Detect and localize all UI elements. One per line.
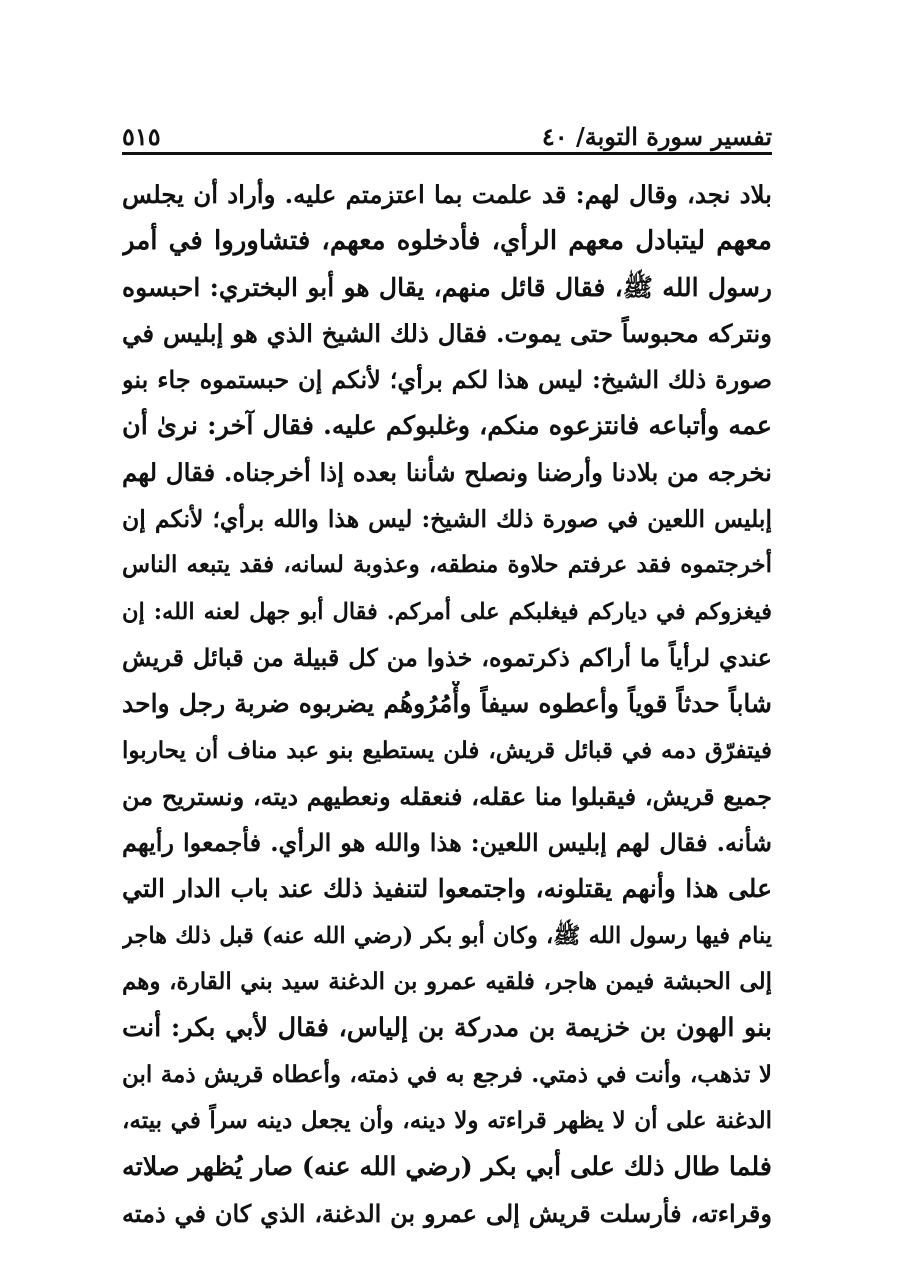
text-line: فيتفرّق دمه في قبائل قريش، فلن يستطيع بنو عبد مناف أن يحاربوا <box>122 736 772 764</box>
text-line: الدغنة على أن لا يظهر قراءته ولا دينه، وأن يجعل دينه سراً في بيته، <box>122 1106 772 1134</box>
text-line: ينام فيها رسول الله ﷺ، وكان أبو بكر (رضي الله عنه) قبل ذلك هاجر <box>122 922 772 949</box>
text-line: فلما طال ذلك على أبي بكر (رضي الله عنه) صار يُظهر صلاته <box>122 1152 772 1183</box>
text-line: نخرجه من بلادنا وأرضنا ونصلح شأننا بعده إذا أخرجناه. فقال لهم <box>122 457 772 487</box>
text-line: على هذا وأنهم يقتلونه، واجتمعوا لتنفيذ ذلك عند باب الدار التي <box>122 874 772 904</box>
page-number: ٥١٥ <box>122 122 161 151</box>
text-line: إبليس اللعين في صورة ذلك الشيخ: ليس هذا والله برأي؛ لأنكم إن <box>122 505 772 534</box>
body-text <box>122 172 772 1237</box>
text-line: بنو الهون بن خزيمة بن مدركة بن إلياس، فقال لأبي بكر: أنت <box>122 1013 772 1044</box>
text-line: جميع قريش، فيقبلوا منا عقله، فنعقله ونعطيهم ديته، ونستريح من <box>122 781 772 811</box>
text-line: معهم ليتبادل معهم الرأي، فأدخلوه معهم، فتشاوروا في أمر <box>122 226 772 257</box>
page-header <box>122 108 772 152</box>
text-line: بلاد نجد، وقال لهم: قد علمت بما اعتزمتم عليه. وأراد أن يجلس <box>122 180 772 209</box>
text-line: عمه وأتباعه فانتزعوه منكم، وغلبوكم عليه. فقال آخر: نرىٰ أن <box>122 411 772 442</box>
text-line: إلى الحبشة فيمن هاجر، فلقيه عمرو بن الدغنة سيد بني القارة، وهم <box>122 968 772 996</box>
text-line: شأنه. فقال لهم إبليس اللعين: هذا والله هو الرأي. فأجمعوا رأيهم <box>122 828 772 858</box>
text-line: وقراءته، فأرسلت قريش إلى عمرو بن الدغنة، الذي كان في ذمته <box>122 1198 772 1228</box>
running-title: تفسير سورة التوبة/ ٤٠ <box>541 122 772 151</box>
text-line: صورة ذلك الشيخ: ليس هذا لكم برأي؛ لأنكم إن حبستموه جاء بنو <box>122 365 772 395</box>
text-line: رسول الله ﷺ، فقال قائل منهم، يقال هو أبو البختري: احبسوه <box>122 272 772 302</box>
text-line: أخرجتموه فقد عرفتم حلاوة منطقه، وعذوبة لسانه، فقد يتبعه الناس <box>122 551 772 579</box>
text-line: شاباً حدثاً قوياً وأعطوه سيفاً وأْمُرُوهُم يضربوه ضربة رجل واحد <box>122 689 772 719</box>
text-line: لا تذهب، وأنت في ذمتي. فرجع به في ذمته، وأعطاه قريش ذمة ابن <box>122 1060 772 1088</box>
header-rule <box>122 152 772 155</box>
text-line: ونتركه محبوساً حتى يموت. فقال ذلك الشيخ الذي هو إبليس في <box>122 318 772 348</box>
text-line: فيغزوكم في دياركم فيغلبكم على أمركم. فقال أبو جهل لعنه الله: إن <box>122 598 772 625</box>
text-line: عندي لرأياً ما أراكم ذكرتموه، خذوا من كل قبيلة من قبائل قريش <box>122 642 772 672</box>
